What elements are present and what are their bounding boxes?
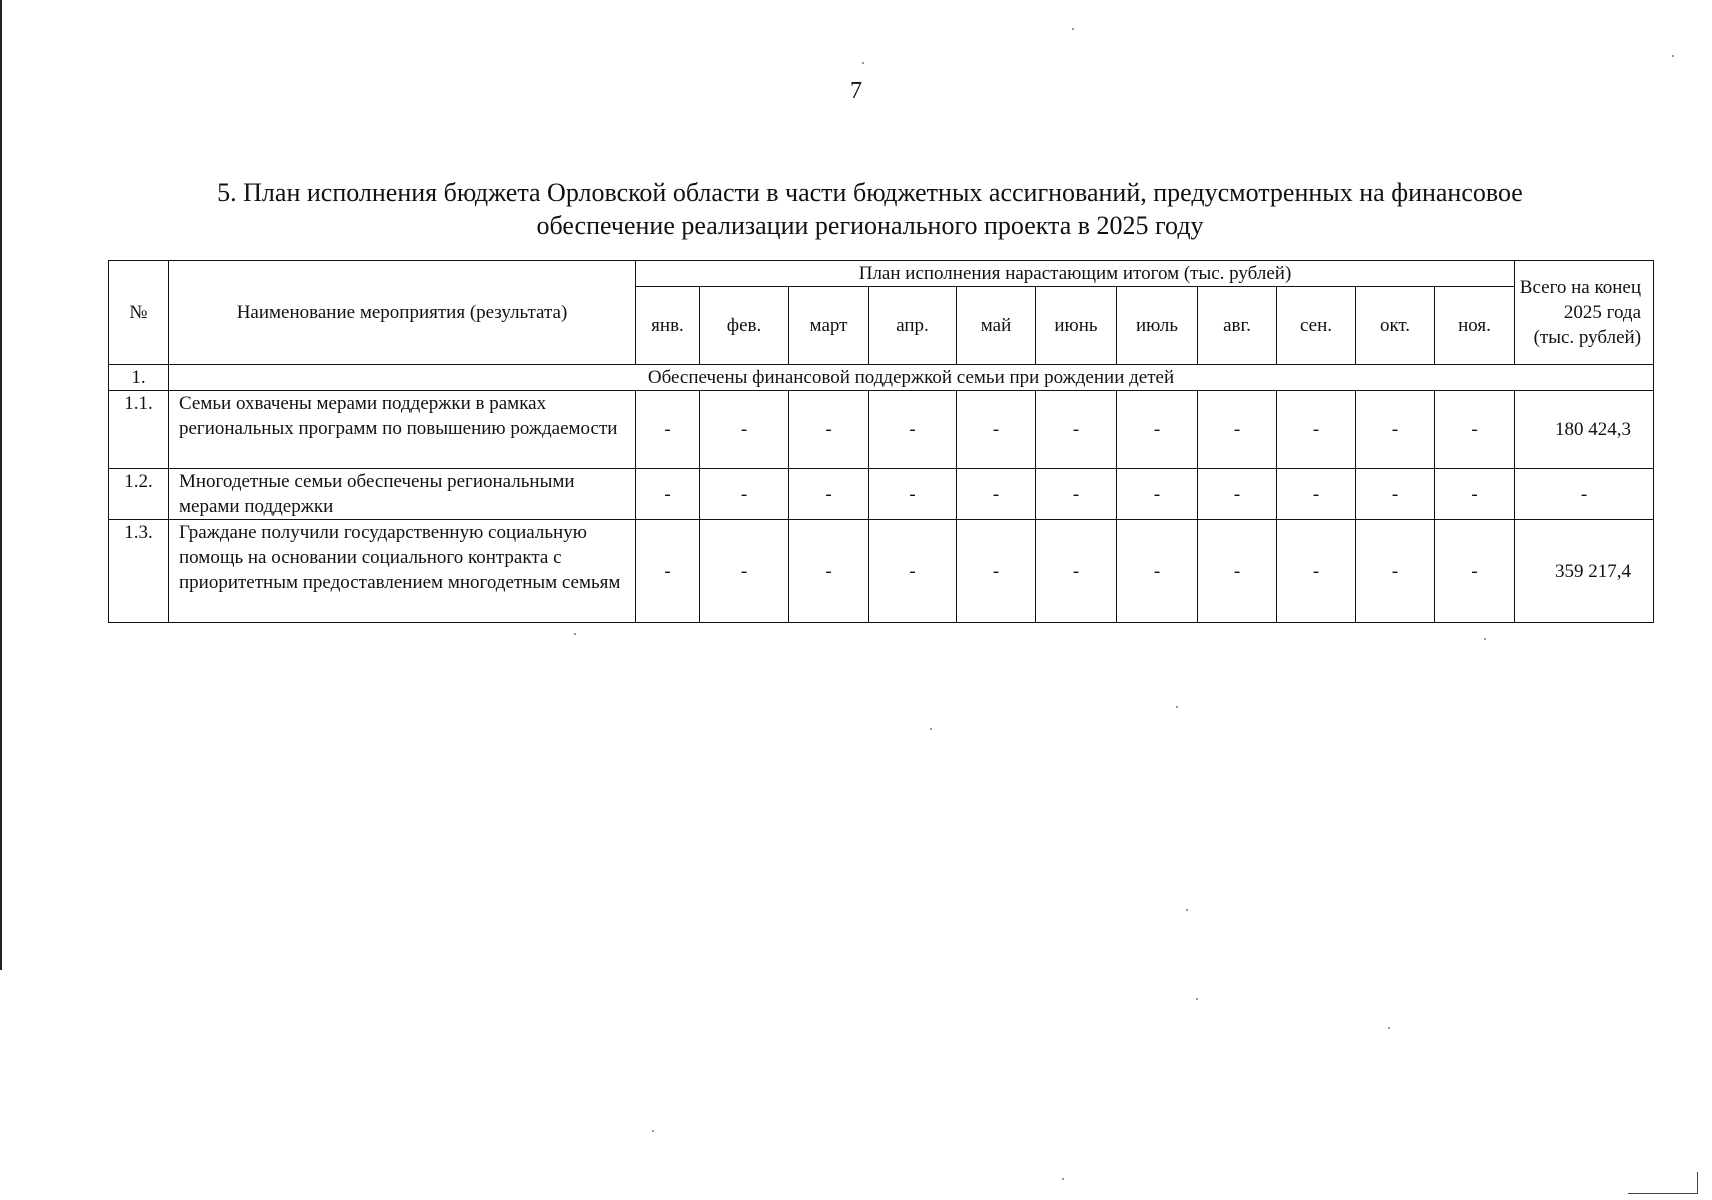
scan-speck: [1072, 28, 1074, 30]
row-number: 1.3.: [109, 520, 169, 623]
month-value: -: [636, 469, 700, 520]
table-row: [109, 391, 1654, 469]
month-value: -: [700, 469, 789, 520]
table-row: [109, 469, 1654, 520]
month-value: -: [789, 520, 869, 623]
month-value: -: [636, 391, 700, 469]
month-value: -: [957, 520, 1036, 623]
header-month: ноя.: [1435, 287, 1515, 365]
row-name: Семьи охвачены мерами поддержки в рамках региональных программ по повышению рождаемости: [169, 391, 636, 469]
month-value: -: [1277, 391, 1356, 469]
scan-speck: [862, 62, 864, 64]
scan-speck: [1484, 638, 1486, 640]
section-label: Обеспечены финансовой поддержкой семьи при рождении детей: [169, 365, 1654, 391]
month-value: -: [1356, 391, 1435, 469]
month-value: -: [789, 469, 869, 520]
month-value: -: [869, 391, 957, 469]
header-total: Всего на конец 2025 года (тыс. рублей): [1515, 261, 1654, 365]
month-value: -: [1036, 391, 1117, 469]
header-month: июнь: [1036, 287, 1117, 365]
month-value: -: [1356, 469, 1435, 520]
month-value: -: [1435, 469, 1515, 520]
document-title: [120, 176, 1620, 242]
month-value: -: [1277, 469, 1356, 520]
table-row: [109, 520, 1654, 623]
month-value: -: [1036, 469, 1117, 520]
month-value: -: [1435, 520, 1515, 623]
header-month: фев.: [700, 287, 789, 365]
header-month: апр.: [869, 287, 957, 365]
month-value: -: [700, 520, 789, 623]
month-value: -: [789, 391, 869, 469]
document-title-line-2: обеспечение реализации регионального проекта в 2025 году: [536, 211, 1204, 240]
row-number: 1.2.: [109, 469, 169, 520]
row-total: -: [1515, 469, 1654, 520]
scan-speck: [1672, 55, 1674, 57]
header-month: сен.: [1277, 287, 1356, 365]
month-value: -: [1356, 520, 1435, 623]
page-number: 7: [850, 78, 862, 104]
scan-speck: [1062, 1178, 1064, 1180]
month-value: -: [1036, 520, 1117, 623]
scan-edge: [1697, 1172, 1698, 1194]
header-month: авг.: [1198, 287, 1277, 365]
scan-speck: [1176, 706, 1178, 708]
scan-speck: [1186, 909, 1188, 911]
month-value: -: [1198, 520, 1277, 623]
month-value: -: [869, 469, 957, 520]
header-month: июль: [1117, 287, 1198, 365]
month-value: -: [957, 469, 1036, 520]
scan-speck: [1388, 1027, 1390, 1029]
document-title-line-1: 5. План исполнения бюджета Орловской области в части бюджетных ассигнований, предусмотренных на финансовое: [217, 178, 1523, 207]
scan-speck: [930, 728, 932, 730]
row-number: 1.1.: [109, 391, 169, 469]
row-name: Граждане получили государственную социальную помощь на основании социального контракта с приоритетным предоставлением многодетным семьям: [169, 520, 636, 623]
month-value: -: [1117, 391, 1198, 469]
scan-speck: [652, 1130, 654, 1132]
month-value: -: [1117, 469, 1198, 520]
scan-edge: [0, 0, 2, 970]
month-value: -: [1117, 520, 1198, 623]
scan-speck: [574, 633, 576, 635]
section-number: 1.: [109, 365, 169, 391]
header-month: май: [957, 287, 1036, 365]
row-name: Многодетные семьи обеспечены региональными мерами поддержки: [169, 469, 636, 520]
month-value: -: [1198, 391, 1277, 469]
row-total: 180 424,3: [1515, 391, 1654, 469]
header-month: окт.: [1356, 287, 1435, 365]
scan-speck: [1196, 998, 1198, 1000]
header-month: янв.: [636, 287, 700, 365]
month-value: -: [957, 391, 1036, 469]
month-value: -: [869, 520, 957, 623]
header-name: Наименование мероприятия (результата): [169, 261, 636, 365]
header-plan-group: План исполнения нарастающим итогом (тыс. рублей): [636, 261, 1515, 287]
header-month: март: [789, 287, 869, 365]
month-value: -: [636, 520, 700, 623]
month-value: -: [1277, 520, 1356, 623]
scan-edge: [1628, 1193, 1698, 1194]
budget-plan-table: [108, 260, 1654, 623]
row-total: 359 217,4: [1515, 520, 1654, 623]
header-number: №: [109, 261, 169, 365]
section-row: [109, 365, 1654, 391]
month-value: -: [700, 391, 789, 469]
month-value: -: [1198, 469, 1277, 520]
month-value: -: [1435, 391, 1515, 469]
